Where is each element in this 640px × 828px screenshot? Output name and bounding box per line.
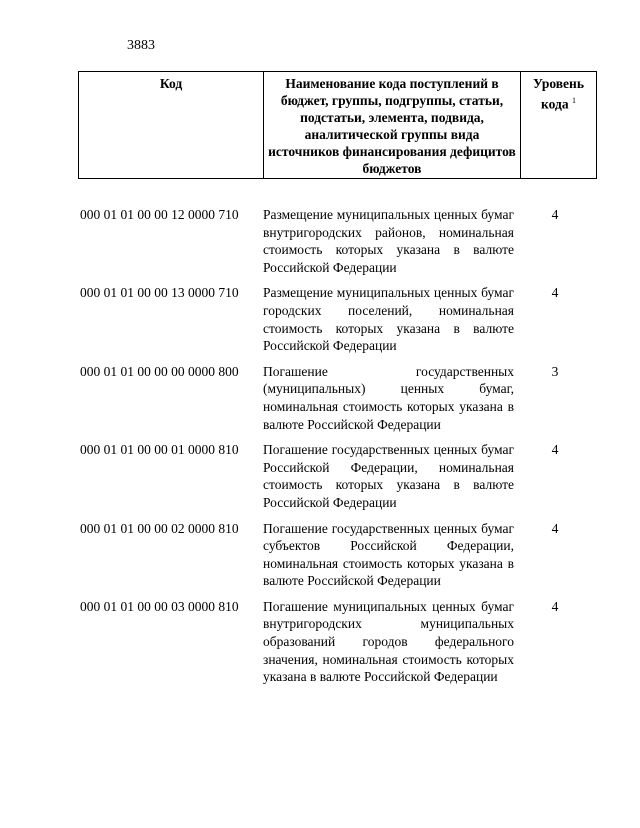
row-name: Погашение государственных ценных бумаг Российской Федерации, номинальная стоимость которых указана в валюте Российской Федерации xyxy=(263,442,514,510)
header-level: Уровень кода $^1$ xyxy=(521,72,597,179)
row-name: Размещение муниципальных ценных бумаг городских поселений, номинальная стоимость которых указана в валюте Российской Федерации xyxy=(263,285,514,354)
table-row xyxy=(80,441,596,511)
row-level: 4 xyxy=(551,442,559,458)
table-row xyxy=(80,520,596,590)
row-name: Размещение муниципальных ценных бумаг внутригородских районов, номинальная стоимость которых указана в валюте Российской Федерации xyxy=(263,207,514,275)
table-row xyxy=(80,206,596,276)
row-code: 000 01 01 00 00 02 0000 810 xyxy=(80,520,239,536)
row-level: 4 xyxy=(551,598,559,614)
row-code: 000 01 01 00 00 01 0000 810 xyxy=(80,442,239,458)
row-level: 4 xyxy=(551,520,559,536)
table-header xyxy=(78,71,597,179)
table-row xyxy=(80,284,596,354)
row-name: Погашение государственных (муниципальных) ценных бумаг, номинальная стоимость которых указана в валюте Российской Федерации xyxy=(263,363,514,432)
table-row xyxy=(80,363,596,433)
row-level: 3 xyxy=(551,363,559,379)
row-code: 000 01 01 00 00 12 0000 710 xyxy=(80,207,239,222)
row-name: Погашение государственных ценных бумаг субъектов Российской Федерации, номинальная стоимость которых указана в валюте Российской Федерации xyxy=(263,520,514,589)
row-code: 000 01 01 00 00 13 0000 710 xyxy=(80,285,239,301)
footnote-marker: 1 xyxy=(571,96,576,105)
table-row xyxy=(80,598,596,686)
row-code: 000 01 01 00 00 03 0000 810 xyxy=(80,598,239,614)
row-level: 4 xyxy=(551,285,559,301)
row-code: 000 01 01 00 00 00 0000 800 xyxy=(80,363,239,379)
header-code: Код xyxy=(79,72,264,179)
table-body xyxy=(80,206,596,694)
row-name: Погашение муниципальных ценных бумаг внутригородских муниципальных образований городов федерального значения, номинальная стоимость которых указана в валюте Российской Федерации xyxy=(263,598,514,685)
page-number: 3883 xyxy=(127,38,155,53)
row-level: 4 xyxy=(551,207,559,222)
header-name: Наименование кода поступлений в бюджет, группы, подгруппы, статьи, подстатьи, элемента, подвида, аналитической группы вида источников финансирования дефицитов бюджетов xyxy=(264,72,521,179)
